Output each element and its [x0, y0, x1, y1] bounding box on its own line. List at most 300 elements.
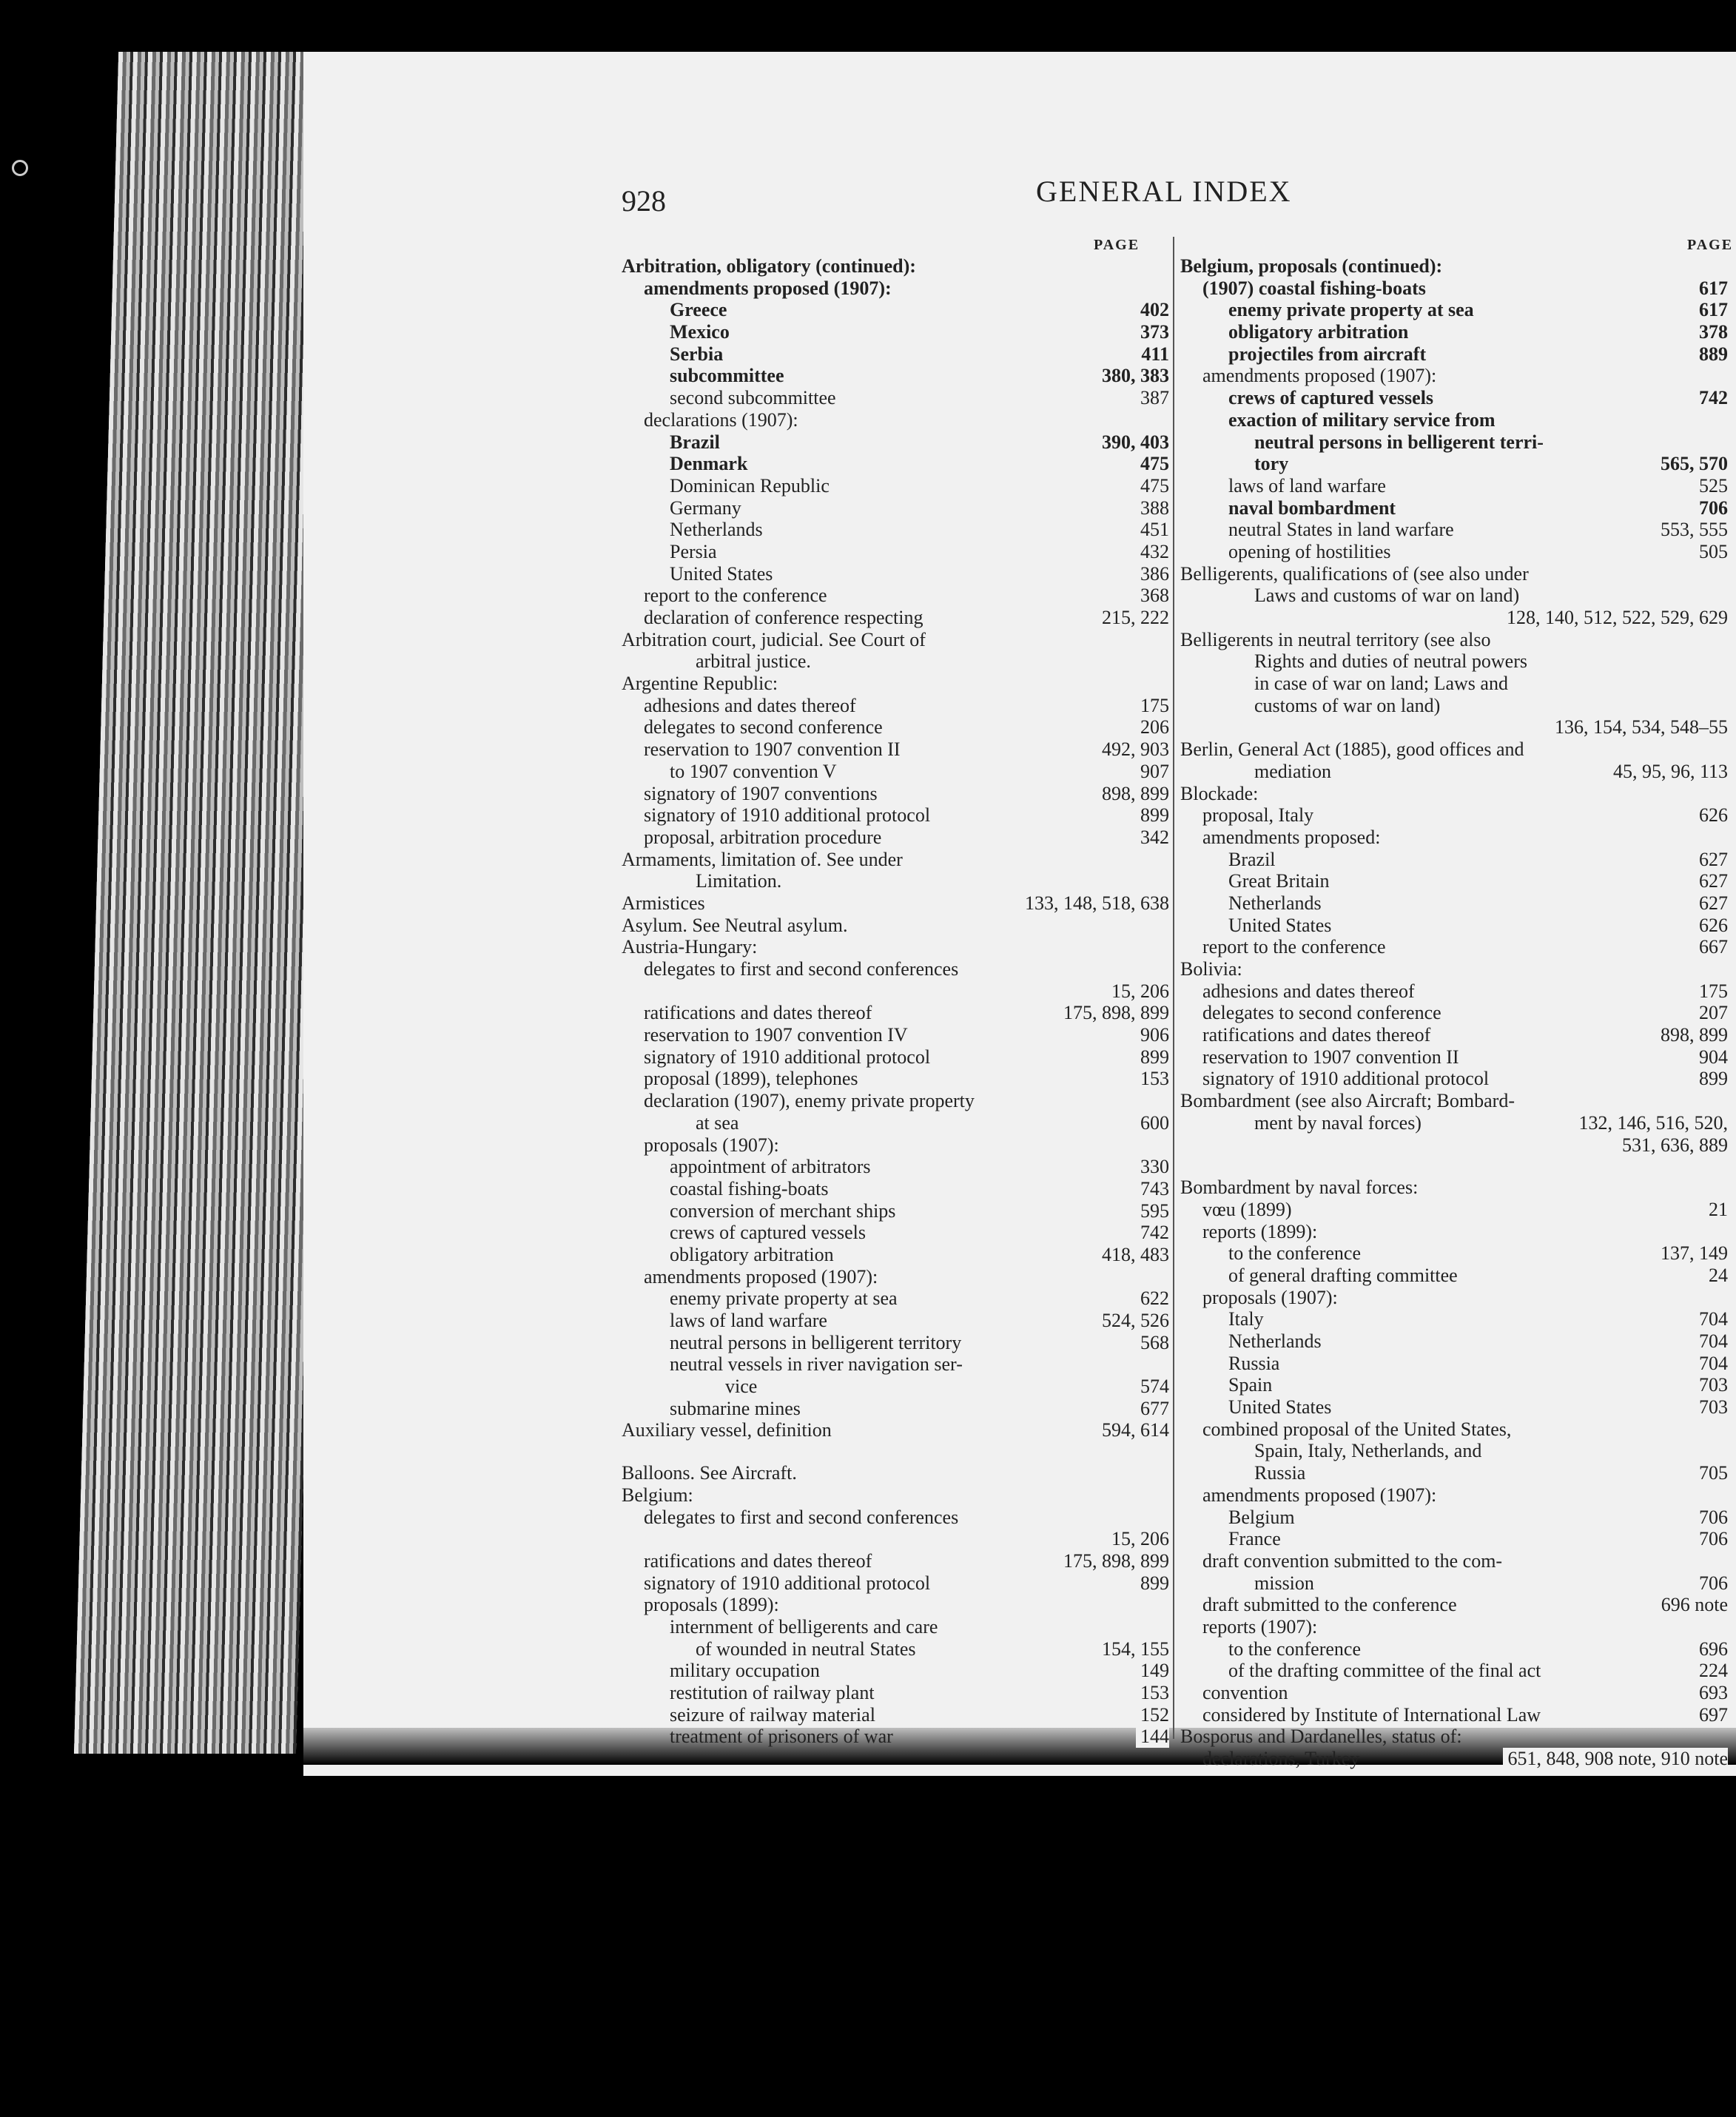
- index-entry: [622, 1484, 1169, 1507]
- index-entry: [1180, 1572, 1728, 1595]
- index-entry: [622, 915, 1169, 937]
- index-entry: [1180, 738, 1728, 761]
- index-entry: [1180, 585, 1728, 607]
- index-entry: [1180, 299, 1728, 321]
- index-entry: [622, 519, 1169, 541]
- entry-page-ref: 743: [1136, 1178, 1169, 1200]
- entry-heading: opening of hostilities: [1228, 540, 1391, 562]
- index-entry: [1180, 804, 1728, 827]
- entry-heading: crews of captured vessels: [1228, 387, 1434, 409]
- entry-heading: Auxiliary vessel, definition: [622, 1419, 832, 1441]
- index-entry: [1180, 650, 1728, 673]
- entry-heading: mission: [1254, 1572, 1314, 1594]
- entry-page-ref: 742: [1695, 387, 1728, 409]
- entry-heading: military occupation: [670, 1660, 820, 1682]
- index-entry: [622, 1046, 1169, 1068]
- entry-page-ref: 132, 146, 516, 520,: [1575, 1112, 1729, 1134]
- entry-heading: declaration of conference respecting: [644, 607, 923, 628]
- index-entry: [1180, 1090, 1728, 1112]
- entry-page-ref: 525: [1695, 475, 1728, 497]
- entry-heading: declarations (1907):: [644, 408, 798, 431]
- index-entry: [622, 761, 1169, 783]
- index-entry: [1180, 607, 1728, 629]
- entry-heading: Brazil: [1228, 848, 1276, 870]
- entry-heading: Laws and customs of war on land): [1254, 585, 1520, 607]
- entry-heading: neutral persons in belligerent terri-: [1254, 431, 1544, 453]
- entry-page-ref: 378: [1695, 321, 1728, 343]
- entry-heading: to 1907 convention V: [670, 760, 837, 782]
- index-entry: [622, 1024, 1169, 1046]
- entry-page-ref: 568: [1136, 1332, 1169, 1354]
- index-entry: [622, 1068, 1169, 1090]
- index-entry: [1180, 1024, 1728, 1046]
- entry-heading: in case of war on land; Laws and: [1254, 673, 1508, 695]
- entry-page-ref: 390, 403: [1097, 431, 1169, 454]
- entry-heading: to the conference: [1228, 1638, 1362, 1660]
- entry-page-ref: 45, 95, 96, 113: [1609, 761, 1728, 783]
- entry-page-ref: 153: [1136, 1068, 1169, 1090]
- index-entry: [622, 1112, 1169, 1134]
- entry-heading: vice: [725, 1376, 758, 1398]
- entry-heading: Russia: [1228, 1352, 1280, 1374]
- entry-page-ref: 627: [1695, 870, 1728, 892]
- entry-heading: Netherlands: [1228, 892, 1322, 914]
- entry-heading: Austria-Hungary:: [622, 936, 758, 958]
- index-entry: [1180, 1638, 1728, 1660]
- entry-heading: Dominican Republic: [670, 474, 830, 497]
- entry-page-ref: 703: [1695, 1374, 1728, 1396]
- index-entry: [1180, 1660, 1728, 1682]
- entry-heading: Arbitration court, judicial. See Court of: [622, 628, 926, 650]
- index-entry: [1180, 1287, 1728, 1309]
- entry-heading: to the conference: [1228, 1242, 1362, 1265]
- index-entry: [622, 541, 1169, 563]
- index-entry: [1180, 277, 1728, 300]
- index-entry: [1180, 1594, 1728, 1616]
- index-entry: [622, 936, 1169, 958]
- entry-heading: appointment of arbitrators: [670, 1156, 871, 1178]
- index-entry: [622, 1266, 1169, 1288]
- index-entry: [622, 1332, 1169, 1354]
- entry-heading: obligatory arbitration: [670, 1243, 834, 1265]
- index-entry: [622, 629, 1169, 651]
- index-entry: [622, 1638, 1169, 1660]
- index-entry: [1180, 1462, 1728, 1484]
- index-entry: [1180, 1177, 1728, 1199]
- entry-page-ref: 492, 903: [1097, 738, 1169, 761]
- entry-heading: signatory of 1910 additional protocol: [1202, 1068, 1490, 1090]
- entry-heading: proposal, Italy: [1202, 804, 1314, 827]
- entry-heading: Spain: [1228, 1374, 1273, 1396]
- entry-page-ref: 626: [1695, 804, 1728, 827]
- entry-page-ref: 617: [1695, 277, 1728, 300]
- entry-page-ref: 595: [1136, 1200, 1169, 1222]
- index-entry: [622, 1310, 1169, 1332]
- index-column-right: [1180, 255, 1728, 1770]
- index-entry: [1180, 519, 1728, 541]
- entry-heading: naval bombardment: [1228, 497, 1396, 519]
- entry-heading: convention: [1202, 1682, 1288, 1703]
- entry-heading: reservation to 1907 convention IV: [644, 1024, 908, 1046]
- entry-heading: Limitation.: [696, 870, 782, 892]
- index-entry: [1180, 255, 1728, 277]
- index-entry: [622, 497, 1169, 519]
- entry-heading: signatory of 1910 additional protocol: [644, 804, 931, 827]
- index-column-left: [622, 255, 1169, 1748]
- index-entry: [1180, 343, 1728, 366]
- book-fore-edge: [74, 52, 340, 1754]
- entry-heading: adhesions and dates thereof: [644, 694, 856, 716]
- entry-heading: neutral persons in belligerent territory: [670, 1331, 962, 1353]
- index-entry: [1180, 1353, 1728, 1375]
- index-entry: [622, 1660, 1169, 1682]
- entry-page-ref: 380, 383: [1097, 365, 1169, 387]
- entry-page-ref: 144: [1136, 1726, 1169, 1748]
- entry-heading: Rights and duties of neutral powers: [1254, 650, 1527, 673]
- entry-page-ref: 622: [1136, 1288, 1169, 1310]
- entry-page-ref: 368: [1136, 585, 1169, 607]
- index-entry: [1180, 1726, 1728, 1748]
- index-entry: [622, 431, 1169, 454]
- entry-page-ref: 704: [1695, 1330, 1728, 1353]
- entry-heading: submarine mines: [670, 1397, 801, 1419]
- entry-page-ref: 899: [1136, 1046, 1169, 1068]
- entry-heading: Spain, Italy, Netherlands, and: [1254, 1440, 1482, 1462]
- entry-page-ref: 706: [1695, 1572, 1728, 1595]
- index-entry: [622, 1178, 1169, 1200]
- index-entry: [1180, 1374, 1728, 1396]
- entry-page-ref: 898, 899: [1097, 783, 1169, 805]
- index-entry: [1180, 387, 1728, 409]
- index-entry: [1180, 1002, 1728, 1024]
- index-entry: [1180, 1134, 1728, 1157]
- entry-page-ref: 693: [1695, 1682, 1728, 1704]
- entry-page-ref: 149: [1136, 1660, 1169, 1682]
- right-page-column-heading: PAGE: [1687, 237, 1734, 253]
- index-entry: [1180, 1550, 1728, 1572]
- entry-page-ref: 600: [1136, 1112, 1169, 1134]
- entry-page-ref: 154, 155: [1097, 1638, 1169, 1660]
- entry-page-ref: 386: [1136, 563, 1169, 585]
- index-entry: [622, 607, 1169, 629]
- entry-page-ref: 696 note: [1657, 1594, 1728, 1616]
- entry-heading: amendments proposed (1907):: [1202, 365, 1437, 387]
- entry-page-ref: 175, 898, 899: [1059, 1002, 1169, 1024]
- index-entry: [622, 1616, 1169, 1638]
- index-entry: [1180, 1418, 1728, 1441]
- index-entry: [622, 255, 1169, 277]
- entry-page-ref: 175, 898, 899: [1059, 1550, 1169, 1572]
- entry-page-ref: 651, 848, 908 note, 910 note: [1503, 1748, 1728, 1770]
- entry-heading: declarations, Turkey: [1202, 1748, 1360, 1770]
- index-entry: [1180, 1068, 1728, 1090]
- entry-page-ref: 136, 154, 534, 548–55: [1550, 716, 1728, 738]
- index-entry: [1180, 1616, 1728, 1638]
- entry-heading: report to the conference: [644, 585, 827, 607]
- entry-heading: reports (1907):: [1202, 1615, 1318, 1638]
- entry-heading: Belgium, proposals (continued):: [1180, 255, 1443, 277]
- scanner-ring-mark: [12, 160, 28, 176]
- entry-page-ref: 706: [1695, 497, 1728, 519]
- entry-heading: amendments proposed (1907):: [644, 277, 892, 299]
- entry-page-ref: 706: [1695, 1507, 1728, 1529]
- entry-heading: Blockade:: [1180, 782, 1259, 804]
- entry-heading: amendments proposed (1907):: [644, 1265, 878, 1288]
- entry-heading: considered by Institute of International Law: [1202, 1703, 1541, 1726]
- entry-heading: Belgium: [1228, 1506, 1295, 1528]
- entry-page-ref: 742: [1136, 1222, 1169, 1244]
- entry-heading: Mexico: [670, 321, 730, 343]
- index-entry: [1180, 783, 1728, 805]
- index-entry: [622, 475, 1169, 497]
- index-entry: [1180, 1396, 1728, 1418]
- entry-heading: of the drafting committee of the final act: [1228, 1660, 1541, 1682]
- entry-page-ref: 697: [1695, 1704, 1728, 1726]
- entry-page-ref: 626: [1695, 915, 1728, 937]
- entry-page-ref: 175: [1136, 695, 1169, 717]
- entry-page-ref: 153: [1136, 1682, 1169, 1704]
- index-entry: [1180, 1704, 1728, 1726]
- entry-heading: laws of land warfare: [1228, 474, 1386, 497]
- entry-page-ref: 411: [1137, 343, 1169, 366]
- entry-heading: internment of belligerents and care: [670, 1615, 938, 1638]
- index-entry: [1180, 1265, 1728, 1287]
- entry-heading: Persia: [670, 540, 717, 562]
- entry-heading: report to the conference: [1202, 936, 1386, 958]
- entry-page-ref: 418, 483: [1097, 1244, 1169, 1266]
- index-entry: [622, 387, 1169, 409]
- index-entry: [1180, 1528, 1728, 1550]
- entry-heading: declaration (1907), enemy private property: [644, 1090, 975, 1112]
- entry-page-ref: 677: [1136, 1398, 1169, 1420]
- entry-heading: Armistices: [622, 892, 705, 914]
- entry-page-ref: 899: [1695, 1068, 1728, 1090]
- entry-heading: ratifications and dates thereof: [644, 1002, 872, 1024]
- entry-heading: neutral vessels in river navigation ser-: [670, 1353, 963, 1376]
- entry-page-ref: 627: [1695, 892, 1728, 915]
- entry-heading: delegates to first and second conferences: [644, 958, 959, 980]
- index-entry: [1180, 958, 1728, 980]
- entry-heading: Bolivia:: [1180, 958, 1242, 980]
- index-entry: [622, 695, 1169, 717]
- index-entry: [1180, 497, 1728, 519]
- index-entry: [622, 365, 1169, 387]
- index-entry: [1180, 827, 1728, 849]
- entry-heading: Greece: [670, 299, 727, 321]
- entry-page-ref: 505: [1695, 541, 1728, 563]
- entry-heading: Asylum. See Neutral asylum.: [622, 914, 848, 936]
- index-entry: [622, 299, 1169, 321]
- index-entry: [622, 980, 1169, 1003]
- index-entry: [1180, 1221, 1728, 1243]
- entry-heading: ment by naval forces): [1254, 1111, 1422, 1134]
- entry-heading: draft convention submitted to the com-: [1202, 1549, 1503, 1572]
- entry-heading: Bosporus and Dardanelles, status of:: [1180, 1726, 1462, 1748]
- column-divider: [1173, 237, 1174, 1739]
- index-entry: [1180, 673, 1728, 695]
- index-entry: [622, 849, 1169, 871]
- index-entry: [622, 1244, 1169, 1266]
- entry-heading: Denmark: [670, 453, 748, 475]
- entry-heading: treatment of prisoners of war: [670, 1726, 893, 1748]
- entry-heading: projectiles from aircraft: [1228, 343, 1427, 365]
- index-entry: [1180, 716, 1728, 738]
- index-entry: [622, 892, 1169, 915]
- index-entry: [1180, 1484, 1728, 1507]
- index-entry: [1180, 1242, 1728, 1265]
- entry-page-ref: 889: [1695, 343, 1728, 366]
- entry-heading: amendments proposed (1907):: [1202, 1484, 1437, 1506]
- entry-page-ref: 207: [1695, 1002, 1728, 1024]
- entry-heading: Bombardment (see also Aircraft; Bombard-: [1180, 1090, 1515, 1112]
- entry-heading: Netherlands: [1228, 1330, 1322, 1352]
- index-entry: [622, 827, 1169, 849]
- index-entry: [622, 870, 1169, 892]
- index-entry-list: [1180, 255, 1728, 1770]
- entry-heading: Argentine Republic:: [622, 673, 778, 695]
- entry-heading: of wounded in neutral States: [696, 1638, 916, 1660]
- index-entry: [1180, 849, 1728, 871]
- index-entry: [622, 1134, 1169, 1157]
- index-entry: [622, 453, 1169, 475]
- index-entry: [622, 1682, 1169, 1704]
- entry-page-ref: 899: [1136, 804, 1169, 827]
- index-entry: [1180, 915, 1728, 937]
- entry-page-ref: 899: [1136, 1572, 1169, 1595]
- entry-heading: obligatory arbitration: [1228, 321, 1409, 343]
- entry-page-ref: 15, 206: [1107, 980, 1169, 1003]
- entry-page-ref: 617: [1695, 299, 1728, 321]
- entry-heading: of general drafting committee: [1228, 1264, 1458, 1286]
- entry-page-ref: 906: [1136, 1024, 1169, 1046]
- index-entry: [622, 1353, 1169, 1376]
- index-entry: [622, 277, 1169, 300]
- index-entry: [622, 1090, 1169, 1112]
- entry-heading: Belligerents, qualifications of (see also under: [1180, 562, 1529, 585]
- entry-heading: arbitral justice.: [696, 650, 811, 673]
- index-entry: [1180, 365, 1728, 387]
- entry-heading: draft submitted to the conference: [1202, 1594, 1457, 1616]
- entry-heading: reservation to 1907 convention II: [1202, 1046, 1459, 1068]
- entry-page-ref: 451: [1136, 519, 1169, 541]
- entry-heading: proposals (1899):: [644, 1594, 779, 1616]
- index-entry: [1180, 475, 1728, 497]
- entry-page-ref: 152: [1136, 1704, 1169, 1726]
- entry-heading: Belgium:: [622, 1484, 693, 1506]
- entry-page-ref: 388: [1136, 497, 1169, 519]
- entry-heading: seizure of railway material: [670, 1703, 875, 1726]
- entry-page-ref: 342: [1136, 827, 1169, 849]
- entry-page-ref: 373: [1136, 321, 1169, 343]
- entry-heading: Italy: [1228, 1308, 1264, 1330]
- index-entry: [622, 1528, 1169, 1550]
- entry-page-ref: 898, 899: [1656, 1024, 1728, 1046]
- index-entry: [622, 1398, 1169, 1420]
- entry-heading: mediation: [1254, 760, 1331, 782]
- entry-heading: tory: [1254, 453, 1289, 475]
- entry-heading: vœu (1899): [1202, 1198, 1292, 1220]
- index-entry: [622, 738, 1169, 761]
- index-entry: [1180, 409, 1728, 431]
- entry-page-ref: 627: [1695, 849, 1728, 871]
- index-entry: [622, 1726, 1169, 1748]
- entry-page-ref: 206: [1136, 716, 1169, 738]
- index-entry: [1180, 1199, 1728, 1221]
- entry-heading: Brazil: [670, 431, 720, 453]
- entry-page-ref: 531, 636, 889: [1618, 1134, 1728, 1157]
- entry-heading: France: [1228, 1528, 1281, 1550]
- entry-heading: enemy private property at sea: [1228, 299, 1474, 321]
- index-entry: [622, 1419, 1169, 1441]
- entry-heading: signatory of 1910 additional protocol: [644, 1046, 931, 1068]
- index-entry: [622, 343, 1169, 366]
- index-entry: [1180, 1112, 1728, 1134]
- entry-heading: delegates to second conference: [644, 716, 883, 738]
- index-entry: [622, 716, 1169, 738]
- entry-heading: Russia: [1254, 1462, 1306, 1484]
- index-entry: [622, 1222, 1169, 1244]
- entry-heading: restitution of railway plant: [670, 1682, 875, 1703]
- index-entry: [1180, 980, 1728, 1003]
- entry-page-ref: 137, 149: [1656, 1242, 1728, 1265]
- entry-heading: second subcommittee: [670, 387, 836, 409]
- entry-heading: United States: [1228, 1396, 1332, 1418]
- entry-heading: customs of war on land): [1254, 694, 1441, 716]
- index-entry: [622, 585, 1169, 607]
- index-entry: [1180, 761, 1728, 783]
- index-entry: [1180, 1682, 1728, 1704]
- entry-heading: (1907) coastal fishing-boats: [1202, 277, 1426, 299]
- entry-heading: subcommittee: [670, 365, 784, 387]
- entry-heading: Netherlands: [670, 519, 763, 541]
- index-entry: [1180, 453, 1728, 475]
- entry-page-ref: 667: [1695, 936, 1728, 958]
- index-entry-list: [622, 255, 1169, 1748]
- entry-heading: Great Britain: [1228, 870, 1330, 892]
- index-entry: [622, 1156, 1169, 1178]
- index-entry: [622, 958, 1169, 980]
- index-entry: [622, 783, 1169, 805]
- index-entry: [622, 1376, 1169, 1398]
- entry-heading: exaction of military service from: [1228, 408, 1496, 431]
- entry-page-ref: 704: [1695, 1308, 1728, 1330]
- page-number: 928: [622, 184, 666, 218]
- index-entry: [1180, 1330, 1728, 1353]
- entry-page-ref: 24: [1704, 1265, 1728, 1287]
- left-page-column-heading: PAGE: [1094, 237, 1140, 253]
- entry-heading: United States: [670, 562, 773, 585]
- entry-page-ref: 696: [1695, 1638, 1728, 1660]
- entry-heading: neutral States in land warfare: [1228, 519, 1454, 541]
- entry-page-ref: 574: [1136, 1376, 1169, 1398]
- entry-heading: ratifications and dates thereof: [644, 1549, 872, 1572]
- entry-page-ref: 705: [1695, 1462, 1728, 1484]
- entry-page-ref: 15, 206: [1107, 1528, 1169, 1550]
- entry-page-ref: 553, 555: [1656, 519, 1728, 541]
- entry-heading: Berlin, General Act (1885), good offices and: [1180, 738, 1524, 761]
- entry-heading: amendments proposed:: [1202, 826, 1381, 848]
- entry-heading: proposal (1899), telephones: [644, 1068, 858, 1090]
- index-entry: [622, 1462, 1169, 1484]
- entry-page-ref: 904: [1695, 1046, 1728, 1068]
- entry-heading: proposal, arbitration procedure: [644, 826, 882, 848]
- index-entry: [622, 321, 1169, 343]
- index-entry: [622, 804, 1169, 827]
- entry-heading: laws of land warfare: [670, 1310, 827, 1331]
- entry-page-ref: 565, 570: [1656, 453, 1728, 475]
- entry-page-ref: 224: [1695, 1660, 1728, 1682]
- entry-heading: Arbitration, obligatory (continued):: [622, 255, 916, 277]
